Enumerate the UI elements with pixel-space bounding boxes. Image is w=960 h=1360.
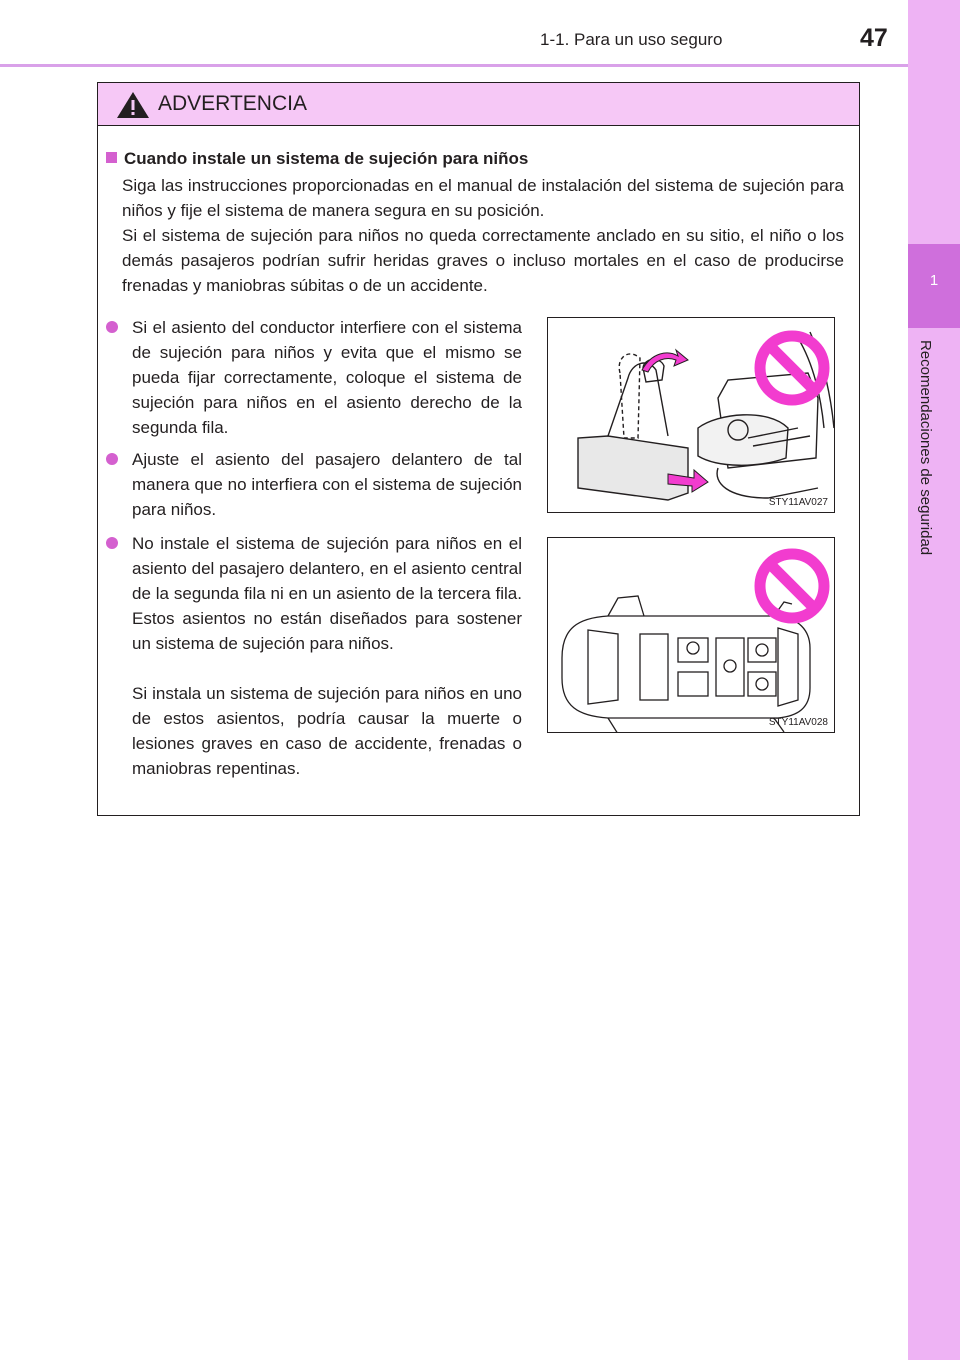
bullet-text: Si instala un sistema de sujeción para niños en uno de estos asientos, podría causar la muerte o lesiones graves en caso de accidente, frenadas o maniobras repentinas. xyxy=(132,684,522,778)
paragraph: Siga las instrucciones proporcionadas en el manual de instalación del sistema de sujeción para niños y fije el sistema de manera segura en su posición. xyxy=(122,176,844,220)
prohibition-icon xyxy=(760,336,824,400)
warning-triangle-icon xyxy=(116,91,150,119)
warning-header xyxy=(98,83,859,126)
figure-code: STY11AV028 xyxy=(768,717,828,728)
bullet-item xyxy=(106,681,522,781)
vehicle-top-view-illustration xyxy=(548,538,835,733)
bullet-text: Si el asiento del conductor interfiere con el sistema de sujeción para niños y evita que el mismo se pueda fijar correctamente, coloque el sistema de sujeción para niños en el asiento derecho de la segunda fila. xyxy=(132,318,522,437)
seat-interference-illustration xyxy=(548,318,835,513)
bullet-dot-icon xyxy=(106,321,118,333)
bullet-dot-icon xyxy=(106,453,118,465)
figure-code: STY11AV027 xyxy=(768,497,828,508)
paragraph: Si el sistema de sujeción para niños no queda correctamente anclado en su sitio, el niño o los demás pasajeros podrían sufrir heridas graves o incluso mortales en el caso de producirse frenadas y maniobras súbitas o de un accidente. xyxy=(122,226,844,295)
bullet-item xyxy=(106,315,522,440)
chapter-side-tab xyxy=(908,0,960,1360)
bullet-dot-icon xyxy=(106,537,118,549)
section-heading-text: Cuando instale un sistema de sujeción para niños xyxy=(124,149,529,168)
figure-vehicle-top-view xyxy=(547,537,835,733)
bullet-item xyxy=(106,531,522,656)
bullet-text: No instale el sistema de sujeción para niños en el asiento del pasajero delantero, en el asiento central de la segunda fila ni en un asiento de la tercera fila. Estos asientos no están diseñados para sostener un sistema de sujeción para niños. xyxy=(132,534,522,653)
warning-title: ADVERTENCIA xyxy=(158,92,307,115)
bullet-item xyxy=(106,447,522,522)
page-number: 47 xyxy=(860,24,888,52)
header-divider xyxy=(0,64,908,67)
section-heading xyxy=(106,149,528,169)
prohibition-icon xyxy=(760,554,824,618)
warning-box xyxy=(97,82,860,816)
chapter-title: Recomendaciones de seguridad xyxy=(917,340,934,556)
square-bullet-icon xyxy=(106,152,117,163)
chapter-number: 1 xyxy=(929,272,939,289)
section-title: 1-1. Para un uso seguro xyxy=(540,30,723,49)
bullet-text: Ajuste el asiento del pasajero delantero de tal manera que no interfiera con el sistema de sujeción para niños. xyxy=(132,450,522,519)
figure-seat-interference xyxy=(547,317,835,513)
